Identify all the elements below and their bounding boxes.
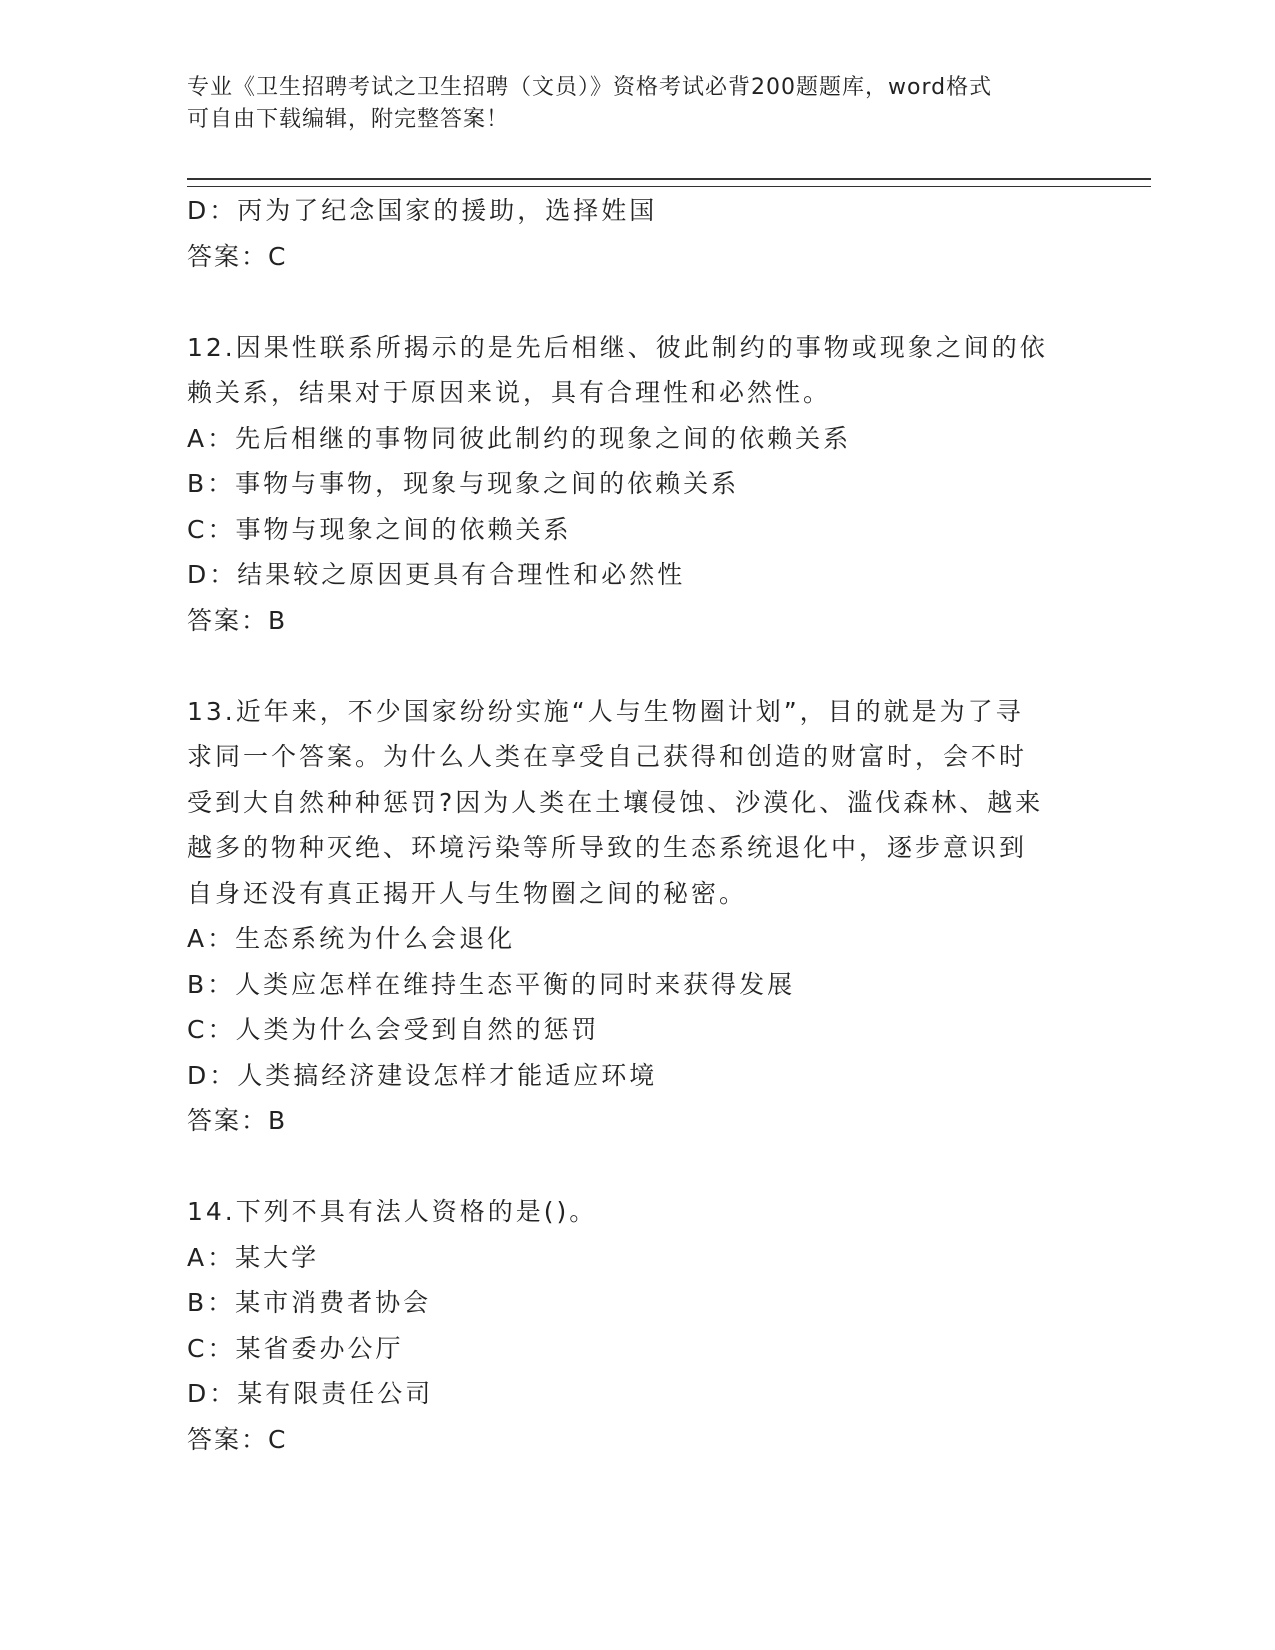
answer-line: 答案：C	[187, 241, 288, 271]
option-c: C：事物与现象之间的依赖关系	[187, 514, 572, 544]
option-d: D：人类搞经济建设怎样才能适应环境	[187, 1060, 658, 1090]
answer-line: 答案：B	[187, 1106, 288, 1135]
option-a: A：先后相继的事物同彼此制约的现象之间的依赖关系	[187, 423, 852, 453]
question-list	[187, 188, 1087, 1462]
option-d: D：丙为了纪念国家的援助，选择姓国	[187, 196, 658, 225]
question-stem-line: 越多的物种灭绝、环境污染等所导致的生态系统退化中，逐步意识到	[187, 833, 1028, 862]
header-title-line-2: 可自由下载编辑，附完整答案！	[187, 107, 510, 132]
question-stem-line: 赖关系，结果对于原因来说，具有合理性和必然性。	[187, 378, 832, 407]
question-stem-line: 13.近年来，不少国家纷纷实施“人与生物圈计划”，目的就是为了寻	[187, 696, 1024, 726]
option-c: C：人类为什么会受到自然的惩罚	[187, 1015, 600, 1044]
question-13	[187, 689, 1087, 1144]
option-a: A：生态系统为什么会退化	[187, 924, 516, 953]
header-title-line-1: 专业《卫生招聘考试之卫生招聘（文员）》资格考试必背200题题库，word格式	[187, 75, 993, 100]
option-a: A：某大学	[187, 1242, 320, 1272]
option-b: B：某市消费者协会	[187, 1288, 432, 1317]
option-b: B：人类应怎样在维持生态平衡的同时来获得发展	[187, 969, 796, 999]
question-stem-line: 自身还没有真正揭开人与生物圈之间的秘密。	[187, 878, 748, 908]
option-d: D：结果较之原因更具有合理性和必然性	[187, 560, 686, 589]
question-stem-line: 受到大自然种种惩罚?因为人类在土壤侵蚀、沙漠化、滥伐森林、越来	[187, 787, 1044, 817]
option-b: B：事物与事物，现象与现象之间的依赖关系	[187, 469, 740, 498]
question-14	[187, 1189, 1087, 1462]
question-stem-line: 14.下列不具有法人资格的是()。	[187, 1197, 598, 1226]
question-12	[187, 325, 1087, 644]
page-header	[187, 72, 1087, 136]
previous-question-tail	[187, 188, 1087, 279]
question-stem-line: 12.因果性联系所揭示的是先后相继、彼此制约的事物或现象之间的依	[187, 332, 1048, 362]
header-divider	[187, 178, 1151, 187]
option-c: C：某省委办公厅	[187, 1333, 404, 1363]
answer-line: 答案：C	[187, 1424, 288, 1454]
question-stem-line: 求同一个答案。为什么人类在享受自己获得和创造的财富时，会不时	[187, 742, 1028, 771]
answer-line: 答案：B	[187, 605, 288, 635]
option-d: D：某有限责任公司	[187, 1379, 434, 1408]
